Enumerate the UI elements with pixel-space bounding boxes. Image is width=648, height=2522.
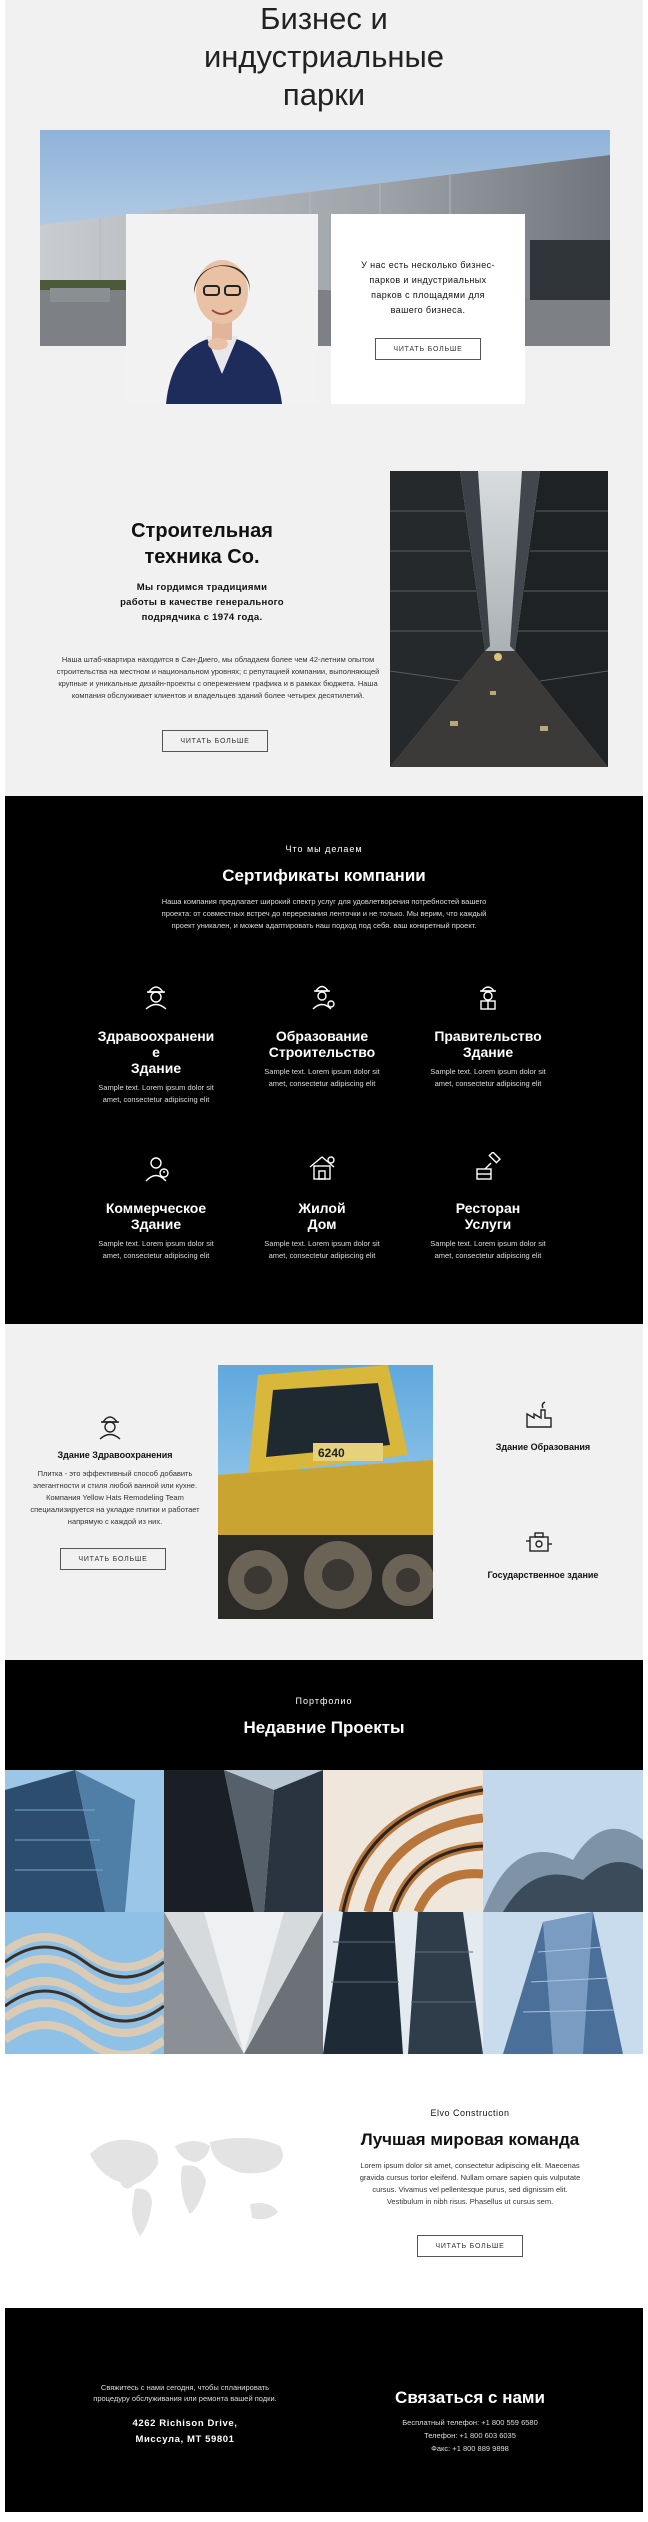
service-text xyxy=(66,1082,246,1106)
service-text-line: Sample text. Lorem ipsum dolor sit xyxy=(430,1067,546,1076)
service-title xyxy=(66,1028,246,1076)
service-text xyxy=(398,1066,578,1090)
service-text-line: amet, consectetur adipiscing elit xyxy=(102,1095,210,1104)
services-title: Сертификаты компании xyxy=(222,866,426,885)
team-section xyxy=(5,2054,643,2308)
project-image[interactable] xyxy=(323,1770,483,1912)
portfolio-title: Недавние Проекты xyxy=(243,1718,405,1737)
service-text-line: amet, consectetur adipiscing elit xyxy=(268,1079,376,1088)
contact-section xyxy=(5,2308,643,2512)
world-map-image xyxy=(80,2124,300,2244)
manager-icon xyxy=(141,1152,171,1182)
about-title-line: Строительная xyxy=(131,520,273,542)
service-text-line: amet, consectetur adipiscing elit xyxy=(268,1251,376,1260)
service-item xyxy=(66,1152,246,1302)
about-body: Наша штаб-квартира находится в Сан-Диего, мы обладаем более чем 42-летним опытом строительства на местном и национальном уровнях; с репутацией компании, выполняющей крупные и уникальные дизайн-проекты с опережением графика и в рамках бюджета. Наша компания обслуживает клиентов и владельцев зданий более четырех десятилетий. xyxy=(56,655,380,700)
service-text-line: amet, consectetur adipiscing elit xyxy=(434,1079,542,1088)
about-title-line: техника Co. xyxy=(144,546,260,568)
service-text-line: amet, consectetur adipiscing elit xyxy=(434,1251,542,1260)
machine-number: 6240 xyxy=(318,1446,345,1460)
service-title-line: Здание xyxy=(462,1044,514,1060)
hero-card xyxy=(331,214,525,404)
features-section xyxy=(5,1324,643,1660)
project-image[interactable] xyxy=(483,1770,643,1912)
engine-icon xyxy=(524,1528,554,1558)
service-item xyxy=(398,980,578,1130)
service-title-line: Здание xyxy=(130,1216,182,1232)
contact-phones xyxy=(350,2416,590,2455)
project-image[interactable] xyxy=(164,1912,323,2054)
service-text-line: amet, consectetur adipiscing elit xyxy=(102,1251,210,1260)
feature-left-text: Плитка - это эффективный способ добавить элегантности и стиля любой ванной или кухне. Компания Yellow Hats Remodeling Team специализируется на укладке плитки и работает напрямую с каждой из них. xyxy=(30,1469,200,1526)
service-text-line: Sample text. Lorem ipsum dolor sit xyxy=(98,1083,214,1092)
service-item xyxy=(232,1152,412,1302)
team-text: Lorem ipsum dolor sit amet, consectetur adipiscing elit. Maecenas gravida cursus tortor eleifend. Nullam ornare sapien quis vulputate cursus. Vivamus vel pellentesque purus, sed dignissim elit. Vestibulum in nibh risus. Phasellus ut cursus sem. xyxy=(359,2161,581,2206)
service-title-line: Жилой xyxy=(298,1200,346,1216)
city-street-photo xyxy=(390,471,608,767)
address-line: 4262 Richison Drive, xyxy=(132,2418,238,2429)
service-text-line: Sample text. Lorem ipsum dolor sit xyxy=(430,1239,546,1248)
about-section xyxy=(5,408,643,796)
service-title xyxy=(398,1028,578,1060)
service-title-line: Здание xyxy=(130,1060,182,1076)
paint-roller-icon xyxy=(473,1152,503,1182)
service-title xyxy=(66,1200,246,1232)
service-title-line: Образование xyxy=(275,1028,369,1044)
hero-title-line: Бизнес и xyxy=(260,1,388,36)
bulldozer-photo xyxy=(218,1365,433,1619)
about-title xyxy=(99,518,305,570)
portfolio-eyebrow: Портфолио xyxy=(295,1696,353,1706)
service-title xyxy=(232,1200,412,1232)
feature-right-title: Здание Образования xyxy=(495,1442,591,1452)
read-more-button[interactable]: ЧИТАТЬ БОЛЬШЕ xyxy=(60,1548,166,1570)
service-title xyxy=(398,1200,578,1232)
project-image[interactable] xyxy=(5,1912,164,2054)
service-text-line: Sample text. Lorem ipsum dolor sit xyxy=(264,1067,380,1076)
contact-text-line: Свяжитесь с нами сегодня, чтобы спланировать xyxy=(100,2383,270,2392)
service-title-line: Дом xyxy=(307,1216,337,1232)
address-line: Миссула, МТ 59801 xyxy=(135,2434,235,2445)
service-text xyxy=(232,1238,412,1262)
service-text-line: Sample text. Lorem ipsum dolor sit xyxy=(264,1239,380,1248)
feature-left-title: Здание Здравоохранения xyxy=(57,1450,173,1460)
hero-title xyxy=(5,0,643,114)
house-icon xyxy=(307,1152,337,1182)
service-title-line: Правительство xyxy=(434,1028,542,1044)
service-text xyxy=(66,1238,246,1262)
contact-address xyxy=(65,2416,305,2448)
builder-icon xyxy=(473,980,503,1010)
service-item xyxy=(66,980,246,1130)
service-item xyxy=(232,980,412,1130)
portfolio-grid xyxy=(5,1770,643,2054)
portfolio-header xyxy=(5,1660,643,1770)
businesswoman-photo xyxy=(126,214,318,404)
fax-number: Факс: +1 800 889 9898 xyxy=(431,2444,509,2453)
hero-title-line: индустриальные xyxy=(203,39,445,74)
service-item xyxy=(398,1152,578,1302)
project-image[interactable] xyxy=(483,1912,643,2054)
factory-icon xyxy=(524,1400,554,1430)
read-more-button[interactable]: ЧИТАТЬ БОЛЬШЕ xyxy=(417,2235,523,2257)
team-eyebrow: Elvo Construction xyxy=(430,2108,510,2118)
contact-title: Связаться с нами xyxy=(395,2388,545,2407)
service-text-line: Sample text. Lorem ipsum dolor sit xyxy=(98,1239,214,1248)
project-image[interactable] xyxy=(323,1912,483,2054)
phone-free[interactable]: Бесплатный телефон: +1 800 559 6580 xyxy=(402,2418,538,2427)
team-title: Лучшая мировая команда xyxy=(360,2130,580,2149)
hero-section xyxy=(5,0,643,408)
read-more-button[interactable]: ЧИТАТЬ БОЛЬШЕ xyxy=(162,730,268,752)
service-title-line: Ресторан xyxy=(455,1200,521,1216)
service-title-line: Здравоохранени xyxy=(97,1028,215,1044)
contact-text xyxy=(65,2382,305,2404)
project-image[interactable] xyxy=(164,1770,323,1912)
services-eyebrow: Что мы делаем xyxy=(285,844,363,854)
read-more-button[interactable]: ЧИТАТЬ БОЛЬШЕ xyxy=(375,338,481,360)
service-text xyxy=(398,1238,578,1262)
service-title-line: Услуги xyxy=(464,1216,512,1232)
service-text xyxy=(232,1066,412,1090)
engineer-icon xyxy=(307,980,337,1010)
service-title xyxy=(232,1028,412,1060)
worker-icon xyxy=(141,980,171,1010)
hero-card-text: У нас есть несколько бизнес-парков и индустриальных парков с площадями для вашего бизнеса. xyxy=(361,260,495,315)
worker-icon xyxy=(95,1410,125,1440)
service-title-line: е xyxy=(152,1044,160,1060)
services-intro: Наша компания предлагает широкий спектр услуг для удовлетворения потребностей вашего проекта: от совместных встреч до перерезания ленточки и не только. Мы верим, что каждый проект уникален, и можем адаптировать наш подход под себя. ваш конкретный проект. xyxy=(161,897,487,930)
hero-title-line: парки xyxy=(282,77,366,112)
project-image[interactable] xyxy=(5,1770,164,1912)
service-title-line: Строительство xyxy=(268,1044,376,1060)
service-title-line: Коммерческое xyxy=(105,1200,207,1216)
feature-right-title: Государственное здание xyxy=(487,1570,599,1580)
phone-main[interactable]: Телефон: +1 800 603 6035 xyxy=(424,2431,516,2440)
contact-text-line: процедуру обслуживания или ремонта вашей подки. xyxy=(93,2394,277,2403)
about-subtitle: Мы гордимся традициями работы в качестве генерального подрядчика с 1974 года. xyxy=(120,582,284,623)
